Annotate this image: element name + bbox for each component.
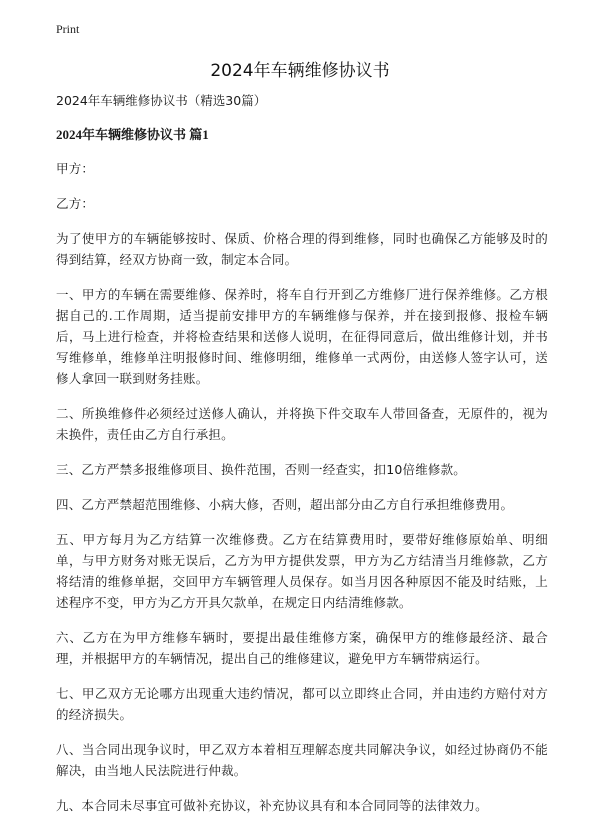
print-link[interactable]: Print <box>56 22 80 36</box>
party-a-line: 甲方： <box>56 161 95 176</box>
paragraph-intro: 为了使甲方的车辆能够按时、保质、价格合理的得到维修，同时也确保乙方能够及时的得到结算，经双方协商一致，制定本合同。 <box>56 231 548 267</box>
clause-7: 七、甲乙双方无论哪方出现重大违约情况，都可以立即终止合同，并由违约方赔付对方的经济损失。 <box>56 686 548 722</box>
clause-1: 一、甲方的车辆在需要维修、保养时，将车自行开到乙方维修厂进行保养维修。乙方根据自己的.工作周期，适当提前安排甲方的车辆维修与保养，并在接到报修、报检车辆后，马上进行检查，并将检查结果和送修人说明，在征得同意后，做出维修计划，并书写维修单，维修单注明报修时间、维修明细，维修单一式两份，由送修人签字认可，送修人拿回一联到财务挂账。 <box>56 287 548 386</box>
clause-4: 四、乙方严禁超范围维修、小病大修，否则，超出部分由乙方自行承担维修费用。 <box>56 497 514 512</box>
clause-2: 二、所换维修件必须经过送修人确认，并将换下件交取车人带回备查，无原件的，视为未换件，责任由乙方自行承担。 <box>56 406 548 442</box>
clause-8: 八、当合同出现争议时，甲乙双方本着相互理解态度共同解决争议，如经过协商仍不能解决，由当地人民法院进行仲裁。 <box>56 742 548 778</box>
clause-6: 六、乙方在为甲方维修车辆时，要提出最佳维修方案，确保甲方的维修最经济、最合理，并根据甲方的车辆情况，提出自己的维修建议，避免甲方车辆带病运行。 <box>56 630 548 666</box>
clause-9: 九、本合同未尽事宜可做补充协议，补充协议具有和本合同同等的法律效力。 <box>56 798 488 813</box>
document-subtitle: 2024年车辆维修协议书（精选30篇） <box>56 93 267 108</box>
clause-3: 三、乙方严禁多报维修项目、换件范围，否则一经查实，扣10倍维修款。 <box>56 462 467 477</box>
document-title: 2024年车辆维修协议书 <box>210 61 390 81</box>
clause-5: 五、甲方每月为乙方结算一次维修费。乙方在结算费用时，要带好维修原始单、明细单，与甲方财务对账无误后，乙方为甲方提供发票，甲方为乙方结清当月维修款，乙方将结清的维修单据，交回甲方车辆管理人员保存。如当月因各种原因不能及时结账，上述程序不变，甲方为乙方开具欠款单，在规定日内结清维修款。 <box>56 532 548 610</box>
party-b-line: 乙方： <box>56 196 95 211</box>
section-heading: 2024年车辆维修协议书 篇1 <box>56 127 209 142</box>
document-body <box>56 92 548 830</box>
